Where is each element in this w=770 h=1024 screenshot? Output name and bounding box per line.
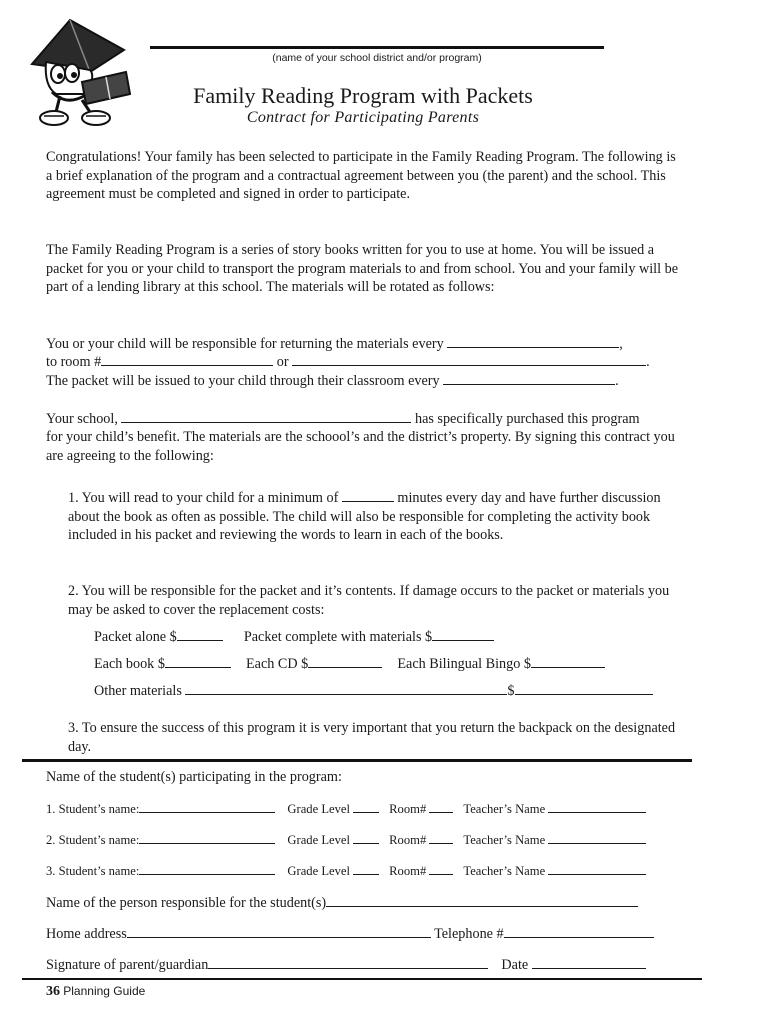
home-address-label: Home address	[46, 926, 127, 942]
signature-line	[46, 955, 646, 975]
room-field[interactable]	[429, 831, 453, 844]
students-heading: Name of the student(s) participating in the program:	[46, 769, 342, 785]
teacher-name-label: Teacher’s Name	[463, 833, 546, 847]
room-line	[46, 352, 650, 372]
responsible-person-field[interactable]	[326, 893, 638, 907]
other-materials-label: Other materials	[94, 683, 182, 699]
period: .	[646, 354, 650, 370]
footer-divider	[22, 978, 702, 980]
student-row	[46, 831, 686, 848]
date-label: Date	[501, 957, 529, 973]
other-materials-field[interactable]	[185, 681, 507, 695]
responsible-person-label: Name of the person responsible for the student(s)	[46, 895, 327, 911]
or-label: or	[276, 354, 289, 370]
room-alternate-field[interactable]	[292, 352, 646, 366]
student-row	[46, 862, 686, 879]
cost-row-2	[94, 654, 605, 674]
agreement-item-1	[68, 488, 680, 545]
student-name-label: 3. Student’s name:	[46, 864, 140, 878]
each-cd-label: Each CD $	[246, 656, 309, 672]
signature-field[interactable]	[208, 955, 488, 969]
school-paragraph: for your child’s benefit. The materials are the schoool’s and the district’s property. By signing this contract you are agreeing to the following:	[46, 429, 675, 464]
date-field[interactable]	[532, 955, 646, 969]
grade-level-label: Grade Level	[287, 802, 350, 816]
minutes-field[interactable]	[342, 488, 394, 502]
responsible-person-line	[46, 893, 638, 913]
room-field[interactable]	[429, 862, 453, 875]
room-label: Room#	[389, 833, 427, 847]
telephone-field[interactable]	[504, 924, 654, 938]
school-name-field[interactable]	[121, 409, 411, 423]
footer	[46, 983, 145, 1000]
teacher-name-label: Teacher’s Name	[463, 864, 546, 878]
other-cost-field[interactable]	[515, 681, 653, 695]
cost-row-3	[94, 681, 653, 701]
footer-section: Planning Guide	[63, 984, 146, 998]
cost-row-1	[94, 627, 494, 647]
address-line	[46, 924, 654, 944]
student-name-field[interactable]	[139, 862, 275, 875]
teacher-name-field[interactable]	[548, 800, 646, 813]
school-purchase-text: has specifically purchased this program	[414, 411, 640, 427]
page-subtitle: Contract for Participating Parents	[246, 109, 480, 126]
return-schedule-line	[46, 334, 623, 354]
packet-complete-label: Packet complete with materials $	[243, 629, 433, 645]
grade-level-field[interactable]	[353, 862, 379, 875]
book-house-mascot-icon	[26, 16, 144, 128]
student-name-field[interactable]	[139, 831, 275, 844]
period: .	[615, 373, 619, 389]
student-name-field[interactable]	[139, 800, 275, 813]
student-name-label: 2. Student’s name:	[46, 833, 140, 847]
teacher-name-field[interactable]	[548, 831, 646, 844]
each-cd-field[interactable]	[308, 654, 382, 668]
agreement-item-3: 3. To ensure the success of this program it is very important that you return the backpack on the designated day.	[68, 720, 676, 755]
student-row	[46, 800, 686, 817]
return-frequency-field[interactable]	[447, 334, 619, 348]
room-label: to room #	[46, 354, 102, 370]
room-field[interactable]	[429, 800, 453, 813]
section-divider	[22, 759, 692, 762]
grade-level-label: Grade Level	[287, 864, 350, 878]
grade-level-label: Grade Level	[287, 833, 350, 847]
return-schedule-label: You or your child will be responsible for returning the materials every	[46, 336, 444, 352]
room-label: Room#	[389, 802, 427, 816]
page-number: 36	[46, 984, 60, 999]
page-title: Family Reading Program with Packets	[193, 83, 533, 108]
district-caption: (name of your school district and/or program)	[272, 52, 482, 64]
teacher-name-label: Teacher’s Name	[463, 802, 546, 816]
item-1-rest: minutes every day and have further discussion about the book as often as possible. The child will also be responsible for completing the activity book included in his packet and reviewing the words to learn in each of the books.	[68, 490, 661, 543]
teacher-name-field[interactable]	[548, 862, 646, 875]
packet-complete-field[interactable]	[432, 627, 494, 641]
issue-schedule-label: The packet will be issued to your child through their classroom every	[46, 373, 440, 389]
student-name-label: 1. Student’s name:	[46, 802, 140, 816]
bingo-label: Each Bilingual Bingo $	[397, 656, 531, 672]
packet-alone-field[interactable]	[177, 627, 223, 641]
issue-schedule-line	[46, 371, 619, 391]
grade-level-field[interactable]	[353, 800, 379, 813]
room-label: Room#	[389, 864, 427, 878]
home-address-field[interactable]	[127, 924, 431, 938]
room-number-field[interactable]	[101, 352, 273, 366]
telephone-label: Telephone #	[434, 926, 504, 942]
comma: ,	[619, 336, 623, 352]
issue-frequency-field[interactable]	[443, 371, 615, 385]
packet-alone-label: Packet alone $	[94, 629, 177, 645]
bingo-field[interactable]	[531, 654, 605, 668]
item-1-lead: 1. You will read to your child for a minimum of	[68, 490, 339, 506]
school-line	[46, 409, 640, 429]
grade-level-field[interactable]	[353, 831, 379, 844]
district-name-line[interactable]	[150, 46, 604, 49]
each-book-label: Each book $	[94, 656, 165, 672]
other-dollar-label: $	[507, 683, 515, 699]
school-label: Your school,	[46, 411, 118, 427]
each-book-field[interactable]	[165, 654, 231, 668]
intro-paragraph-1: Congratulations! Your family has been selected to participate in the Family Reading Program. The following is a brief explanation of the program and a contractual agreement between you (the parent) and the school. This agreement must be completed and signed in order to participate.	[46, 149, 676, 202]
intro-paragraph-2: The Family Reading Program is a series of story books written for you to use at home. You will be issued a packet for you or your child to transport the program materials to and from school. You and your family will be part of a lending library at this school. The materials will be rotated as follows:	[46, 242, 678, 295]
agreement-item-2: 2. You will be responsible for the packet and it’s contents. If damage occurs to the packet or materials you may be asked to cover the replacement costs:	[68, 583, 670, 618]
signature-label: Signature of parent/guardian	[46, 957, 209, 973]
